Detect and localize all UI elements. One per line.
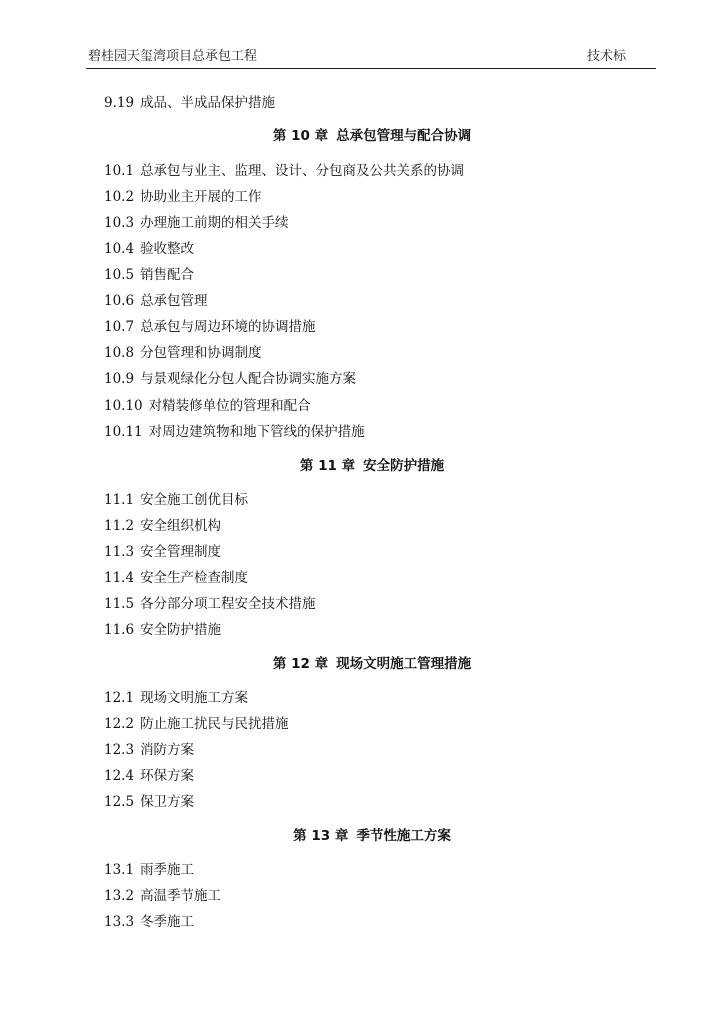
toc-entry (104, 887, 221, 905)
toc-entry-title: 雨季施工 (140, 862, 195, 878)
toc-entry-number: 10.5 (104, 267, 135, 283)
page-header (86, 48, 656, 69)
toc-entry (104, 423, 365, 441)
toc-entry (104, 861, 194, 879)
chapter-title: 安全防护措施 (363, 458, 445, 474)
toc-entry (104, 240, 194, 258)
toc-entry (104, 370, 356, 388)
toc-entry (104, 543, 221, 561)
toc-entry-number: 10.4 (104, 241, 135, 257)
toc-entry-title: 总承包与业主、监理、设计、分包商及公共关系的协调 (140, 163, 465, 179)
toc-entry-number: 10.10 (104, 398, 143, 414)
toc-entry-number: 13.2 (104, 888, 135, 904)
toc-entry-number: 11.3 (104, 544, 135, 560)
toc-entry-number: 11.1 (104, 492, 135, 508)
toc-entry-number: 10.6 (104, 293, 135, 309)
chapter-title: 季节性施工方案 (356, 828, 451, 844)
toc-entry-title: 协助业主开展的工作 (140, 189, 262, 205)
toc-entry-number: 13.3 (104, 914, 135, 930)
chapter-heading-11 (0, 457, 724, 475)
chapter-label: 第 13 章 (293, 828, 349, 844)
toc-entry-title: 高温季节施工 (140, 888, 222, 904)
toc-entry-title: 环保方案 (140, 768, 195, 784)
toc-entry-number: 10.2 (104, 189, 135, 205)
toc-entry (104, 793, 194, 811)
toc-entry (104, 689, 248, 707)
toc-entry-title: 分包管理和协调制度 (140, 345, 262, 361)
toc-entry-number: 10.11 (104, 424, 143, 440)
toc-entry-title: 验收整改 (140, 241, 195, 257)
toc-entry-title: 销售配合 (140, 267, 195, 283)
toc-entry-title: 安全防护措施 (140, 622, 222, 638)
toc-entry-number: 11.2 (104, 518, 135, 534)
header-project-title: 碧桂园天玺湾项目总承包工程 (88, 49, 258, 64)
toc-entry-title: 安全组织机构 (140, 518, 222, 534)
toc-entry-number: 9.19 (104, 95, 135, 111)
toc-entry (104, 266, 194, 284)
toc-entry-title: 对精装修单位的管理和配合 (148, 398, 311, 414)
toc-entry-title: 成品、半成品保护措施 (140, 95, 276, 111)
toc-entry (104, 162, 464, 180)
toc-entry (104, 397, 311, 415)
toc-entry-title: 防止施工扰民与民扰措施 (140, 716, 289, 732)
chapter-label: 第 10 章 (272, 128, 329, 144)
toc-entry-number: 10.1 (104, 163, 135, 179)
toc-entry-number: 11.6 (104, 622, 135, 638)
toc-entry-number: 12.5 (104, 794, 135, 810)
toc-entry (104, 517, 221, 535)
toc-entry-title: 安全管理制度 (140, 544, 222, 560)
chapter-label: 第 11 章 (299, 458, 356, 474)
toc-entry-number: 13.1 (104, 862, 135, 878)
toc-entry (104, 292, 208, 310)
toc-entry-title: 办理施工前期的相关手续 (140, 215, 289, 231)
toc-entry-number: 12.2 (104, 716, 135, 732)
chapter-heading-13 (0, 827, 724, 845)
toc-entry (104, 318, 316, 336)
header-section-label: 技术标 (586, 49, 626, 64)
toc-entry-number: 10.3 (104, 215, 135, 231)
chapter-heading-12 (0, 655, 724, 673)
chapter-heading-10 (0, 127, 724, 145)
toc-entry-number: 12.4 (104, 768, 135, 784)
toc-entry-number: 12.3 (104, 742, 135, 758)
toc-entry (104, 94, 275, 112)
chapter-title: 总承包管理与配合协调 (336, 128, 472, 144)
toc-entry (104, 188, 262, 206)
toc-entry (104, 767, 194, 785)
chapter-label: 第 12 章 (272, 656, 329, 672)
toc-entry-title: 对周边建筑物和地下管线的保护措施 (148, 424, 365, 440)
toc-entry-title: 与景观绿化分包人配合协调实施方案 (140, 371, 357, 387)
toc-entry (104, 595, 316, 613)
toc-entry (104, 491, 248, 509)
toc-entry-title: 安全生产检查制度 (140, 570, 249, 586)
chapter-title: 现场文明施工管理措施 (336, 656, 472, 672)
toc-entry (104, 715, 289, 733)
toc-entry-number: 10.7 (104, 319, 135, 335)
toc-entry-title: 现场文明施工方案 (140, 690, 249, 706)
toc-entry-title: 安全施工创优目标 (140, 492, 249, 508)
toc-entry (104, 214, 289, 232)
toc-entry-number: 12.1 (104, 690, 135, 706)
toc-entry (104, 621, 221, 639)
toc-entry-number: 11.4 (104, 570, 135, 586)
toc-entry-title: 各分部分项工程安全技术措施 (140, 596, 316, 612)
toc-entry (104, 344, 262, 362)
toc-entry-title: 总承包与周边环境的协调措施 (140, 319, 316, 335)
toc-entry-number: 11.5 (104, 596, 135, 612)
toc-entry-title: 总承包管理 (140, 293, 208, 309)
toc-entry (104, 741, 194, 759)
toc-entry-title: 消防方案 (140, 742, 195, 758)
toc-entry-title: 保卫方案 (140, 794, 195, 810)
toc-entry-title: 冬季施工 (140, 914, 195, 930)
toc-entry-number: 10.8 (104, 345, 135, 361)
toc-entry (104, 913, 194, 931)
toc-entry-number: 10.9 (104, 371, 135, 387)
toc-entry (104, 569, 248, 587)
